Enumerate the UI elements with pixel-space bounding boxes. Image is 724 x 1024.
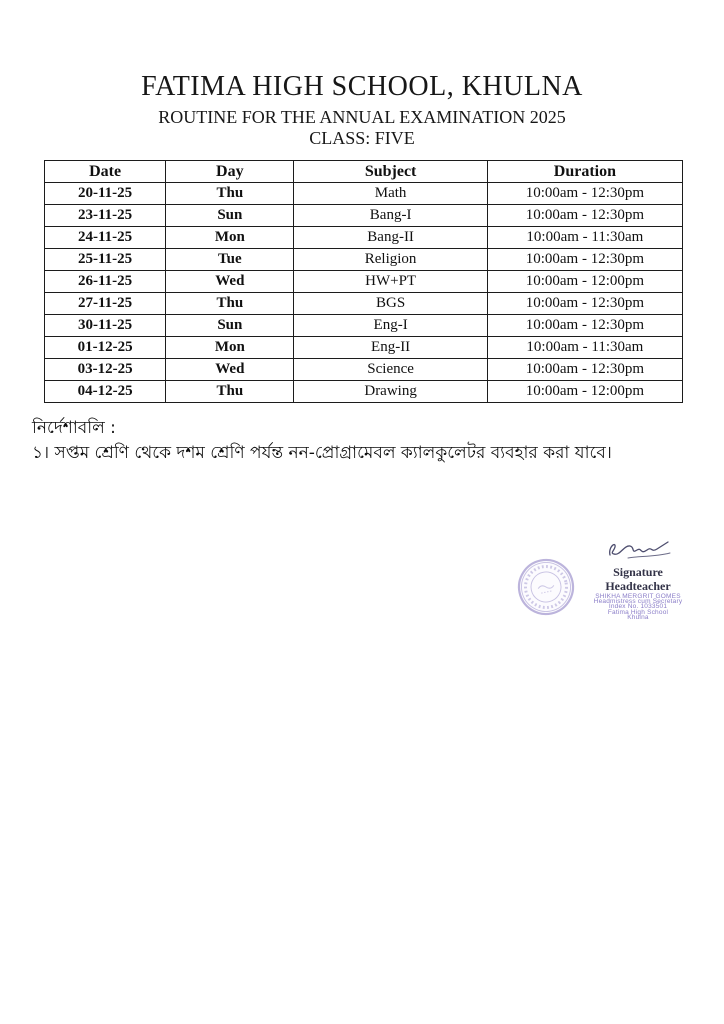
stamp-line: Khulna bbox=[627, 613, 649, 621]
cell-subject: Eng-I bbox=[294, 315, 487, 337]
cell-date: 03-12-25 bbox=[45, 359, 166, 381]
class-label: CLASS: FIVE bbox=[309, 128, 415, 148]
cell-date: 04-12-25 bbox=[45, 381, 166, 403]
cell-duration: 10:00am - 12:00pm bbox=[487, 271, 682, 293]
round-seal-stamp-icon bbox=[508, 549, 584, 625]
table-row bbox=[45, 205, 683, 227]
cell-day: Tue bbox=[166, 249, 294, 271]
table-row bbox=[45, 293, 683, 315]
cell-subject: HW+PT bbox=[294, 271, 487, 293]
exam-routine-table bbox=[44, 160, 683, 403]
instructions-section bbox=[32, 416, 712, 466]
table-row bbox=[45, 227, 683, 249]
table-row bbox=[45, 315, 683, 337]
cell-date: 24-11-25 bbox=[45, 227, 166, 249]
cell-duration: 10:00am - 11:30am bbox=[487, 337, 682, 359]
cell-date: 20-11-25 bbox=[45, 183, 166, 205]
cell-day: Thu bbox=[166, 183, 294, 205]
cell-duration: 10:00am - 12:30pm bbox=[487, 205, 682, 227]
cell-day: Thu bbox=[166, 381, 294, 403]
col-header-duration: Duration bbox=[487, 161, 682, 183]
table-header-row bbox=[45, 161, 683, 183]
table-row bbox=[45, 337, 683, 359]
cell-subject: Drawing bbox=[294, 381, 487, 403]
cell-subject: Science bbox=[294, 359, 487, 381]
cell-subject: Math bbox=[294, 183, 487, 205]
cell-day: Wed bbox=[166, 271, 294, 293]
cell-duration: 10:00am - 11:30am bbox=[487, 227, 682, 249]
cell-day: Mon bbox=[166, 337, 294, 359]
stamp-line: SHIKHA MERGRIT GOMES bbox=[595, 593, 681, 600]
cell-duration: 10:00am - 12:30pm bbox=[487, 359, 682, 381]
cell-duration: 10:00am - 12:30pm bbox=[487, 293, 682, 315]
document-header bbox=[0, 70, 724, 149]
stamp-line: Index No. 1033501 bbox=[608, 603, 668, 611]
instructions-heading: নির্দেশাবলি : bbox=[32, 418, 116, 438]
cell-day: Wed bbox=[166, 359, 294, 381]
cell-subject: Bang-II bbox=[294, 227, 487, 249]
cell-date: 23-11-25 bbox=[45, 205, 166, 227]
cell-day: Thu bbox=[166, 293, 294, 315]
cell-day: Sun bbox=[166, 315, 294, 337]
name-stamp-text bbox=[583, 595, 693, 621]
table-row bbox=[45, 381, 683, 403]
cell-day: Sun bbox=[166, 205, 294, 227]
routine-title: ROUTINE FOR THE ANNUAL EXAMINATION 2025 bbox=[158, 107, 566, 127]
instruction-item-1: ১। সপ্তম শ্রেণি থেকে দশম শ্রেণি পর্যন্ত নন-প্রোগ্রামেবল ক্যালকুলেটর ব্যবহার করা যাবে। bbox=[32, 443, 612, 463]
cell-duration: 10:00am - 12:00pm bbox=[487, 381, 682, 403]
cell-duration: 10:00am - 12:30pm bbox=[487, 315, 682, 337]
table-row bbox=[45, 183, 683, 205]
stamp-line: Headmistress cum Secretary bbox=[593, 598, 683, 606]
cell-subject: Eng-II bbox=[294, 337, 487, 359]
cell-day: Mon bbox=[166, 227, 294, 249]
table-row bbox=[45, 359, 683, 381]
col-header-day: Day bbox=[166, 161, 294, 183]
col-header-date: Date bbox=[45, 161, 166, 183]
table-row bbox=[45, 249, 683, 271]
stamp-line: Fatima High School bbox=[607, 608, 669, 616]
cell-date: 27-11-25 bbox=[45, 293, 166, 315]
cell-date: 01-12-25 bbox=[45, 337, 166, 359]
table-row bbox=[45, 271, 683, 293]
cell-date: 30-11-25 bbox=[45, 315, 166, 337]
headteacher-title: Headteacher bbox=[605, 579, 671, 593]
cell-duration: 10:00am - 12:30pm bbox=[487, 183, 682, 205]
cell-subject: Bang-I bbox=[294, 205, 487, 227]
cell-subject: BGS bbox=[294, 293, 487, 315]
cell-duration: 10:00am - 12:30pm bbox=[487, 249, 682, 271]
cell-date: 25-11-25 bbox=[45, 249, 166, 271]
headteacher-signature-scribble bbox=[604, 537, 676, 563]
cell-subject: Religion bbox=[294, 249, 487, 271]
signature-label: Signature bbox=[613, 565, 663, 579]
school-name: FATIMA HIGH SCHOOL, KHULNA bbox=[141, 71, 583, 102]
cell-date: 26-11-25 bbox=[45, 271, 166, 293]
col-header-subject: Subject bbox=[294, 161, 487, 183]
